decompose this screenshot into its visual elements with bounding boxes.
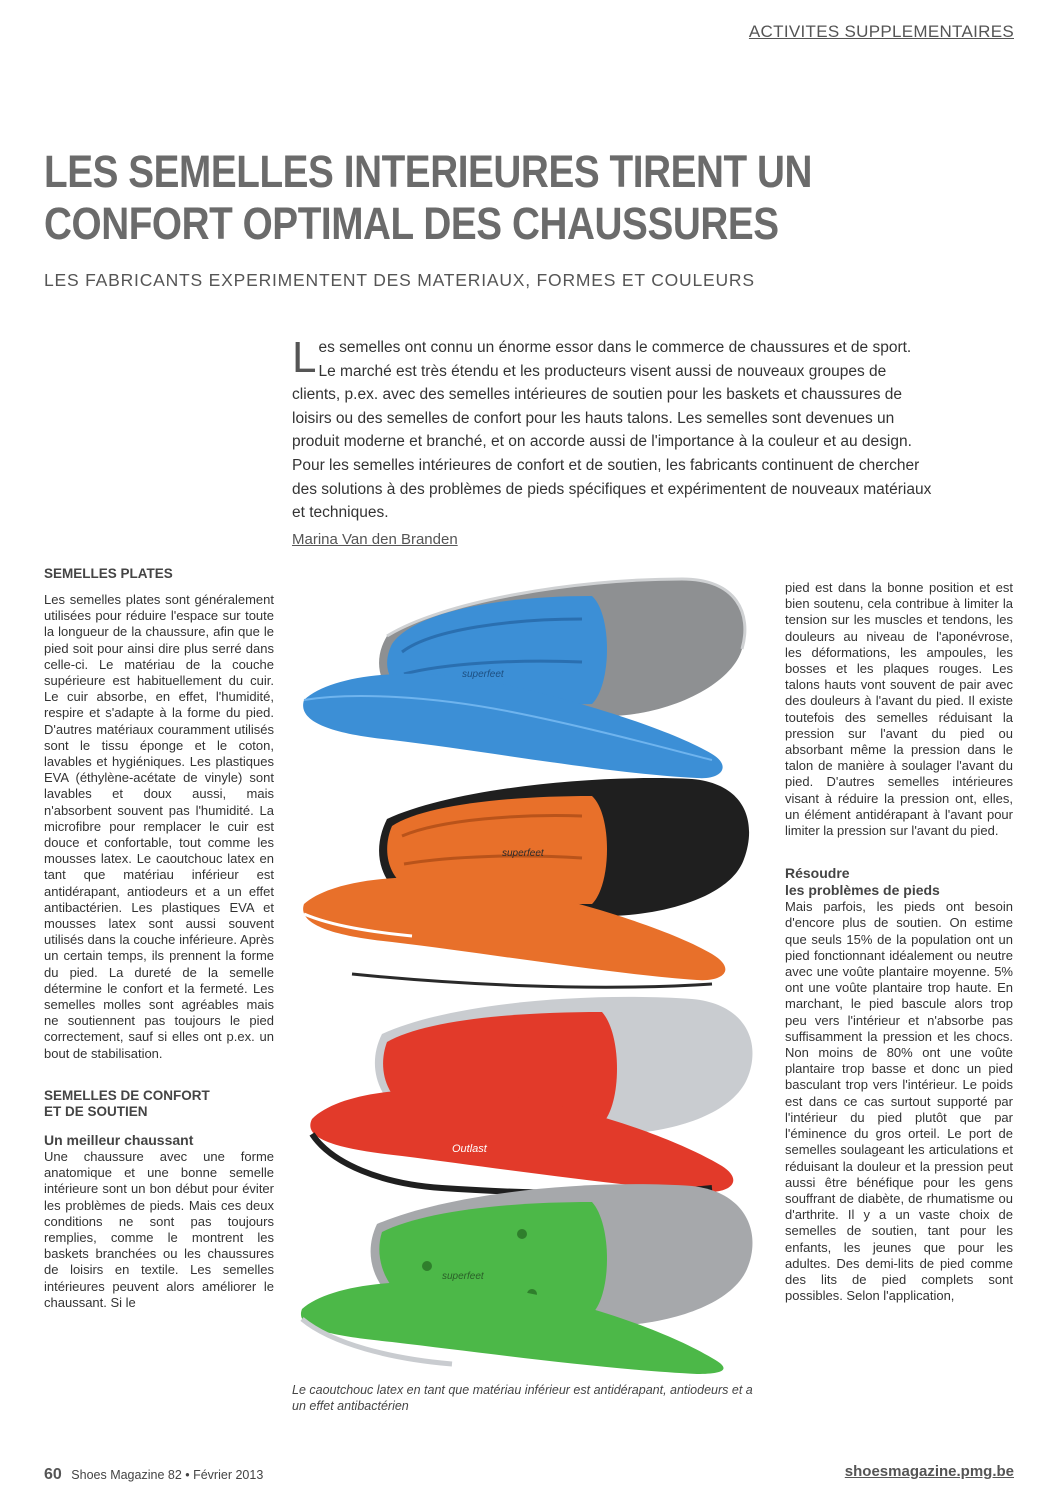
section-label: ACTIVITES SUPPLEMENTAIRES: [748, 22, 1014, 41]
page-footer-left: [44, 1466, 263, 1484]
insole-green: [301, 1184, 753, 1374]
insoles-photo: [292, 574, 762, 1374]
heading-semelles-plates: SEMELLES PLATES: [44, 566, 173, 581]
subheading-resoudre-line-2: les problèmes de pieds: [785, 882, 940, 899]
title-line-1: LES SEMELLES INTERIEURES TIRENT UN: [44, 146, 813, 197]
heading-confort-soutien: [44, 1088, 274, 1120]
magazine-issue: Shoes Magazine 82 • Février 2013: [71, 1468, 264, 1482]
paragraph-resoudre: Mais parfois, les pieds ont besoin d'encore plus de soutien. On estime que seuls 15% de la population ont un pied fonctionnant idéalement ou neutre avec une voûte plantaire moyenne. 5% ont une voûte plantaire trop haute. En marchant, le pied bascule alors trop peu vers l'intérieur et n'absorbe pas suffisamment la pression et les chocs. Non moins de 80% ont une voûte plantaire trop basse et donc un pied basculant trop vers l'intérieur. Le poids est dans ce cas surtout supporté par l'intérieur du pied plutôt que par l'éminence du gros orteil. Le port de semelles soulageant les articulations et réduisant la douleur et la pression peut aussi être bénéfique pour les gens souffrant de diabète, de rhumatisme ou d'arthrite. Il y a un vaste choix de semelles de soutien, tant pour les enfants, les jeunes que pour les adultes. Des demi-lits de pied comme des lits de pied complets sont possibles. Selon l'application,: [785, 899, 1013, 1304]
brand-label-orange: superfeet: [502, 848, 544, 859]
intro-text: es semelles ont connu un énorme essor dans le commerce de chaussures et de sport. Le marché est très étendu et les producteurs visent aussi de nouveaux groupes de clients, p.ex. avec des semelles intérieures de soutien pour les baskets et chaussures de loisirs ou des semelles de confort pour les hauts talons. Les semelles sont devenues un produit moderne et branché, et on accorde aussi de l'importance à la couleur et au design. Pour les semelles intérieures de confort et de soutien, les fabricants continuent de chercher des solutions à des problèmes de pieds spécifiques et expérimentent de nouveaux matériaux et techniques.: [292, 339, 932, 522]
page-number: 60: [44, 1466, 62, 1483]
subheading-resoudre: [785, 865, 1013, 899]
brand-label-outlast: Outlast: [452, 1143, 487, 1155]
photo-caption: Le caoutchouc latex en tant que matériau inférieur est antidérapant, antiodeurs et a un effet antibactérien: [292, 1383, 753, 1413]
paragraph-semelles-plates: Les semelles plates sont généralement utilisées pour réduire l'espace sur toute la longueur de la chaussure, afin que le pied soit pour ainsi dire plus serré dans celle-ci. Le matériau de la couche supérieure est habituellement du cuir. Le cuir absorbe, en effet, l'humidité, respire et s'adapte à la forme du pied. D'autres matériaux couramment utilisés sont le tissu éponge et le coton, lavables et hygiéniques. Les plastiques EVA (éthylène-acétate de vinyle) sont lavables et doux aussi, mais n'absorbent souvent pas l'humidité. La microfibre pour remplacer le cuir est douce et confortable, tout comme les mousses latex. Le caoutchouc latex en tant que matériau inférieur est antidérapant, antiodeurs et a un effet antibactérien. Les plastiques EVA et mousses latex sont aussi souvent utilisés dans la couche inférieure. Après un certain temps, ils prennent la forme du pied. La dureté de la semelle détermine le confort et la fermeté. Les semelles molles sont agréables mais ne soutiennent pas toujours le pied correctement, sauf si elles ont p.ex. un bout de stabilisation.: [44, 592, 274, 1061]
article-subtitle: LES FABRICANTS EXPERIMENTENT DES MATERIAUX, FORMES ET COULEURS: [44, 270, 755, 290]
author-byline: Marina Van den Branden: [292, 531, 458, 548]
brand-label-blue: superfeet: [462, 669, 504, 680]
insole-blue: [303, 579, 745, 778]
article-title: [44, 146, 870, 250]
intro-paragraph: [292, 333, 932, 525]
heading-confort-line-2: ET DE SOUTIEN: [44, 1103, 148, 1119]
paragraph-meilleur-chaussant: Une chaussure avec une forme anatomique et une bonne semelle intérieure sont un bon début pour éviter les problèmes de pieds. Mais ces deux conditions ne sont pas toujours remplies, comme le montrent les baskets branchées ou les chaussures de loisirs en textile. Les semelles intérieures peuvent alors améliorer le chaussant. Si le: [44, 1148, 274, 1310]
subheading-resoudre-line-1: Résoudre: [785, 865, 850, 882]
insole-red: [310, 997, 752, 1193]
heading-confort-line-1: SEMELLES DE CONFORT: [44, 1087, 210, 1103]
paragraph-pied-soutenu: pied est dans la bonne position et est bien soutenu, cela contribue à limiter la tension sur les muscles et tendons, les douleurs au niveau de l'aponévrose, les déformations, les ampoules, les bosses et les plaques rouges. Les talons hauts vont souvent de pair avec des douleurs à l'avant du pied. Il existe toutefois des semelles réduisant la pression sur l'avant du pied ou absorbant même la pression dans le talon de manière à soulager l'avant du pied. D'autres semelles intérieures visant à réduire la pression ont, elles, un élément antidérapant à l'avant pour limiter la pression sur l'avant du pied.: [785, 580, 1013, 839]
left-column: [44, 566, 274, 1311]
brand-label-green: superfeet: [442, 1271, 484, 1282]
title-line-2: CONFORT OPTIMAL DES CHAUSSURES: [44, 198, 779, 249]
right-column: [785, 580, 1013, 1304]
insole-orange: [303, 778, 749, 987]
website-link[interactable]: shoesmagazine.pmg.be: [844, 1463, 1014, 1480]
subheading-meilleur-chaussant: Un meilleur chaussant: [44, 1131, 194, 1148]
drop-cap: L: [292, 333, 317, 382]
